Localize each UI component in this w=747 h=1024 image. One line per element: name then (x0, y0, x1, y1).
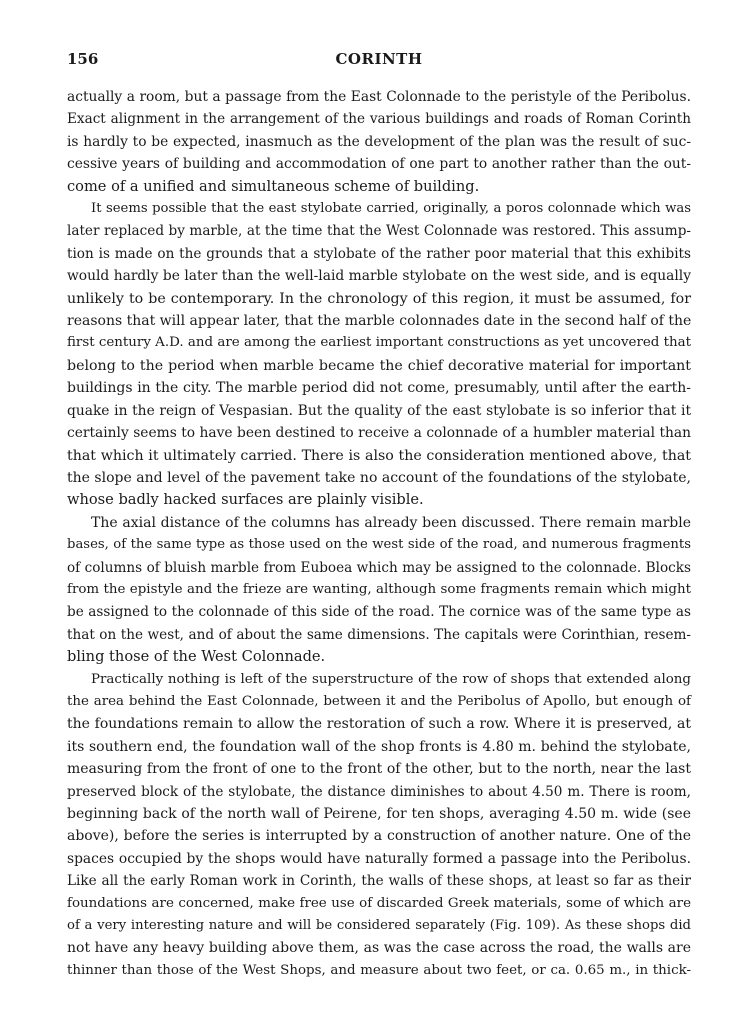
text-line: whose badly hacked surfaces are plainly visible. (67, 491, 424, 509)
text-line: quake in the reign of Vespasian. But the quality of the east stylobate is so inferior that it (67, 402, 691, 419)
text-line: its southern end, the foundation wall of the shop fronts is 4.80 m. behind the stylobate, (67, 738, 691, 755)
text-line: actually a room, but a passage from the East Colonnade to the peristyle of the Peribolus. (67, 89, 691, 105)
text-line: It seems possible that the east stylobate carried, originally, a poros colonnade which was (91, 201, 691, 217)
text-line: that which it ultimately carried. There is also the consideration mentioned above, that (67, 447, 691, 464)
text-line: The axial distance of the columns has already been discussed. There remain marble (91, 514, 691, 531)
text-line: bling those of the West Colonnade. (67, 648, 326, 666)
text-line: beginning back of the north wall of Peirene, for ten shops, averaging 4.50 m. wide (see (67, 806, 691, 822)
text-line: not have any heavy building above them, as was the case across the road, the walls are (67, 940, 691, 957)
text-line: is hardly to be expected, inasmuch as the development of the plan was the result of suc- (67, 133, 691, 150)
text-line: certainly seems to have been destined to receive a colonnade of a humbler material than (67, 425, 691, 442)
text-line: the foundations remain to allow the restoration of such a row. Where it is preserved, at (67, 716, 691, 733)
text-line: be assigned to the colonnade of this side of the road. The cornice was of the same type as (67, 604, 691, 621)
text-line: measuring from the front of one to the front of the other, but to the north, near the last (67, 761, 691, 778)
text-line: belong to the period when marble became the chief decorative material for important (67, 357, 691, 374)
text-line: the slope and level of the pavement take no account of the foundations of the stylobate, (67, 469, 691, 486)
paragraph-2 (67, 198, 691, 512)
text-line: Like all the early Roman work in Corinth, the walls of these shops, at least so far as their (67, 873, 691, 890)
text-line: above), before the series is interrupted by a construction of another nature. One of the (67, 828, 691, 845)
text-line: preserved block of the stylobate, the distance diminishes to about 4.50 m. There is room, (67, 783, 691, 800)
text-line: cessive years of building and accommodation of one part to another rather than the out- (67, 156, 691, 173)
text-line: later replaced by marble, at the time that the West Colonnade was restored. This assump- (67, 223, 691, 240)
paragraph-3 (67, 512, 691, 669)
paragraph-1 (67, 86, 691, 198)
page-header (67, 50, 691, 72)
text-line: of a very interesting nature and will be considered separately (Fig. 109). As these shops did (67, 918, 691, 934)
text-line: would hardly be later than the well-laid marble stylobate on the west side, and is equally (67, 268, 691, 285)
text-line: reasons that will appear later, that the marble colonnades date in the second half of the (67, 313, 692, 330)
text-line: foundations are concerned, make free use of discarded Greek materials, some of which are (67, 895, 691, 911)
body-text (67, 86, 691, 982)
text-line: Practically nothing is left of the superstructure of the row of shops that extended along (91, 671, 691, 687)
page-number: 156 (67, 50, 99, 68)
text-line: the area behind the East Colonnade, between it and the Peribolus of Apollo, but enough of (67, 693, 691, 709)
text-line: bases, of the same type as those used on the west side of the road, and numerous fragments (67, 537, 691, 553)
text-line: come of a unified and simultaneous scheme of building. (67, 177, 480, 195)
paragraph-4 (67, 669, 691, 983)
text-line: unlikely to be contemporary. In the chronology of this region, it must be assumed, for (67, 290, 691, 307)
running-title: CORINTH (335, 50, 423, 68)
text-line: from the epistyle and the frieze are wanting, although some fragments remain which might (67, 581, 691, 597)
text-line: that on the west, and of about the same dimensions. The capitals were Corinthian, resem- (67, 626, 691, 643)
text-line: tion is made on the grounds that a stylobate of the rather poor material that this exhibits (67, 245, 691, 262)
text-line: first century A.D. and are among the earliest important constructions as yet uncovered that (67, 335, 691, 351)
text-line: spaces occupied by the shops would have naturally formed a passage into the Peribolus. (67, 850, 691, 867)
text-line: thinner than those of the West Shops, and measure about two feet, or ca. 0.65 m., in thick- (67, 962, 691, 978)
text-line: buildings in the city. The marble period did not come, presumably, until after the earth- (67, 380, 691, 397)
text-line: of columns of bluish marble from Euboea which may be assigned to the colonnade. Blocks (67, 559, 691, 576)
text-line: Exact alignment in the arrangement of the various buildings and roads of Roman Corinth (67, 111, 691, 128)
